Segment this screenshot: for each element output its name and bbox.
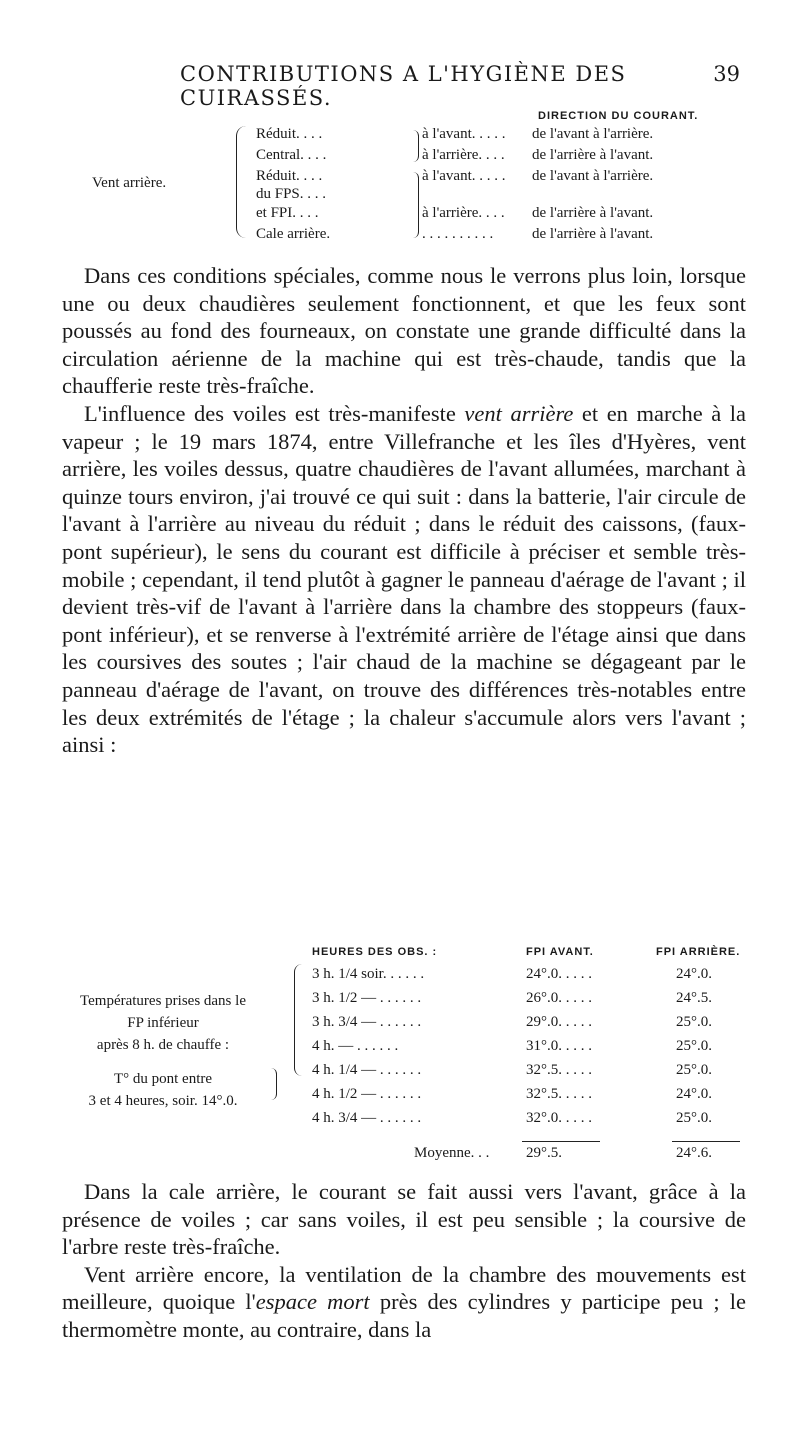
temperature-table [0, 940, 800, 1126]
cell-arriere: 25°.0. [676, 1110, 712, 1126]
table-row [256, 226, 736, 246]
rule-avant [522, 1141, 600, 1142]
cell-arriere: 24°.0. [676, 966, 712, 982]
table-row [0, 990, 800, 1010]
direction-header: DIRECTION DU COURANT. [538, 110, 699, 122]
table-row [0, 966, 800, 986]
cell-arriere: 24°.0. [676, 1086, 712, 1102]
table-row [0, 1062, 800, 1082]
cell-arriere: 24°.5. [676, 990, 712, 1006]
cell-avant: 31°.0. . . . . [526, 1038, 592, 1054]
cell-obs: 3 h. 1/2 — . . . . . . [312, 990, 422, 1006]
wind-direction-table [0, 0, 800, 250]
cell-avant: 29°.0. . . . . [526, 1014, 592, 1030]
body-text-1 [62, 262, 746, 759]
cell-location: Réduit. . . . [256, 126, 323, 142]
cell-direction: à l'arrière. . . . [422, 147, 505, 163]
body-text-2 [62, 1178, 746, 1344]
cell-current: de l'arrière à l'avant. [532, 147, 654, 163]
cell-location: du FPS. . . . [256, 186, 327, 202]
average-avant: 29°.5. [526, 1145, 562, 1161]
table-row [0, 1014, 800, 1034]
cell-location: et FPI. . . . [256, 205, 319, 221]
header-fpi-arriere: FPI ARRIÈRE. [656, 946, 741, 958]
cell-arriere: 25°.0. [676, 1038, 712, 1054]
cell-obs: 3 h. 3/4 — . . . . . . [312, 1014, 422, 1030]
paragraph: Dans ces conditions spéciales, comme nous le verrons plus loin, lorsque une ou deux chaudières seulement fonctionnent, et que les feux sont poussés au fond des fourneaux, on constate une grande difficulté dans la circulation aérienne de la machine qui est très-chaude, tandis que la chaufferie reste très-fraîche. [62, 263, 746, 399]
italic-span: espace mort [255, 1289, 370, 1315]
paragraph: Dans la cale arrière, le courant se fait aussi vers l'avant, grâce à la présence de voiles ; car sans voiles, il est peu sensible ; la coursive de l'arbre reste très-fraîche. [62, 1179, 746, 1260]
cell-arriere: 25°.0. [676, 1014, 712, 1030]
cell-direction: à l'avant. . . . . [422, 168, 506, 184]
cell-current: de l'arrière à l'avant. [532, 226, 654, 242]
cell-direction: à l'avant. . . . . [422, 126, 506, 142]
table-row [0, 1110, 800, 1130]
rule-arriere [672, 1141, 740, 1142]
cell-obs: 3 h. 1/4 soir. . . . . . [312, 966, 425, 982]
cell-avant: 32°.5. . . . . [526, 1062, 592, 1078]
cell-location: Central. . . . [256, 147, 327, 163]
cell-arriere: 25°.0. [676, 1062, 712, 1078]
cell-current: de l'avant à l'arrière. [532, 126, 654, 142]
average-label: Moyenne. . . [414, 1145, 490, 1161]
page-number: 39 [713, 62, 740, 86]
cell-avant: 26°.0. . . . . [526, 990, 592, 1006]
table-row [256, 205, 736, 225]
cell-current: de l'arrière à l'avant. [532, 205, 654, 221]
running-title: CONTRIBUTIONS A L'HYGIÈNE DES CUIRASSÉS. [180, 62, 627, 110]
label-line: Températures prises dans le [80, 993, 246, 1009]
label-line: T° du pont entre [113, 1071, 213, 1087]
paragraph [62, 400, 746, 759]
label-line: FP inférieur [127, 1015, 199, 1031]
table-row [256, 126, 736, 146]
text-span: près des cylindres y participe peu ; le thermomètre monte, au contraire, dans la [62, 1289, 746, 1342]
cell-current: de l'avant à l'arrière. [532, 168, 654, 184]
italic-span: vent arrière [464, 400, 574, 426]
text-span: Vent arrière encore, la ventilation de la chambre des mouvements est meilleure, quoique l' [62, 1261, 746, 1315]
table-row [0, 1038, 800, 1058]
label-line: 3 et 4 heures, soir. 14°.0. [88, 1093, 238, 1109]
header-fpi-avant: FPI AVANT. [526, 946, 594, 958]
label-line: après 8 h. de chauffe : [96, 1037, 230, 1053]
table-row [256, 147, 736, 167]
text-span: L'influence des voiles est très-manifeste [84, 400, 465, 426]
table-row [256, 186, 736, 206]
paragraph [62, 1261, 746, 1344]
cell-obs: 4 h. 3/4 — . . . . . . [312, 1110, 422, 1126]
table-row [256, 168, 736, 188]
table-row [0, 1086, 800, 1106]
cell-obs: 4 h. — . . . . . . [312, 1038, 399, 1054]
text-span: et en marche à la vapeur ; le 19 mars 1874, entre Villefranche et les îles d'Hyères, vent arrière, les voiles dessus, quatre chaudières de l'avant allumées, marchant à quinze tours environ, j'ai trouvé ce qui suit : dans la batterie, l'air circule de l'avant à l'arrière au niveau du réduit ; dans le réduit des caissons, (faux-pont supérieur), le sens du courant est difficile à préciser et semble très-mobile ; cependant, il tend plutôt à gagner le panneau d'aérage de l'avant ; il devient très-vif de l'avant à l'arrière dans la chambre des stoppeurs (faux-pont inférieur), et se renverse à l'extrémité arrière de l'étage ainsi que dans les coursives des soutes ; l'air chaud de la machine se dégageant par le panneau d'aérage de l'avant, on trouve des différences très-notables entre les deux extrémités de l'étage ; la chaleur s'accumule alors vers l'avant ; ainsi : [62, 400, 746, 758]
cell-avant: 32°.0. . . . . [526, 1110, 592, 1126]
cell-direction: . . . . . . . . . . [422, 226, 494, 242]
cell-obs: 4 h. 1/2 — . . . . . . [312, 1086, 422, 1102]
left-brace [236, 126, 249, 238]
cell-obs: 4 h. 1/4 — . . . . . . [312, 1062, 422, 1078]
cell-location: Cale arrière. [256, 226, 331, 242]
average-arriere: 24°.6. [676, 1145, 712, 1161]
cell-avant: 24°.0. . . . . [526, 966, 592, 982]
cell-avant: 32°.5. . . . . [526, 1086, 592, 1102]
header-obs: HEURES DES OBS. : [312, 946, 438, 958]
cell-location: Réduit. . . . [256, 168, 323, 184]
cell-direction: à l'arrière. . . . [422, 205, 505, 221]
group-label: Vent arrière. [92, 175, 167, 191]
